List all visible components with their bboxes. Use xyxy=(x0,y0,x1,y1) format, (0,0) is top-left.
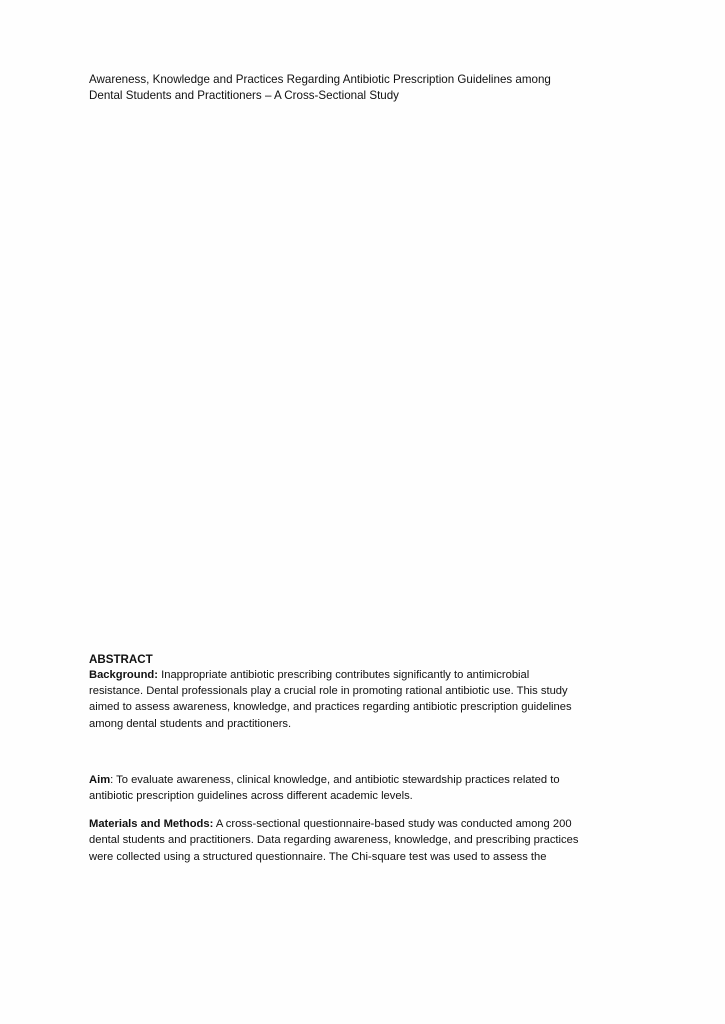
abstract-heading: ABSTRACT xyxy=(89,653,153,666)
methods-label: Materials and Methods: xyxy=(89,818,214,831)
aim-paragraph xyxy=(89,772,649,804)
aim-line-2: antibiotic prescription guidelines across different academic levels. xyxy=(89,790,413,803)
aim-text-1: : To evaluate awareness, clinical knowledge, and antibiotic stewardship practices related to xyxy=(110,773,560,786)
paper-title xyxy=(89,72,649,104)
aim-label: Aim xyxy=(89,773,111,786)
background-line-3: aimed to assess awareness, knowledge, and practices regarding antibiotic prescription guidelines xyxy=(89,701,572,714)
title-line-1: Awareness, Knowledge and Practices Regarding Antibiotic Prescription Guidelines among xyxy=(89,73,551,86)
methods-line-3: were collected using a structured questionnaire. The Chi-square test was used to assess the xyxy=(89,850,547,863)
abstract-section xyxy=(89,652,649,865)
title-line-2: Dental Students and Practitioners – A Cross-Sectional Study xyxy=(89,89,399,102)
background-line-4: among dental students and practitioners. xyxy=(89,717,292,730)
background-line-1 xyxy=(89,667,649,683)
methods-paragraph xyxy=(89,816,649,865)
methods-line-2: dental students and practitioners. Data regarding awareness, knowledge, and prescribing practices xyxy=(89,834,579,847)
aim-line-1 xyxy=(89,772,649,788)
methods-text-1: A cross-sectional questionnaire-based study was conducted among 200 xyxy=(213,818,572,831)
background-line-2: resistance. Dental professionals play a crucial role in promoting rational antibiotic use. This study xyxy=(89,685,568,698)
paragraph-spacer xyxy=(89,804,649,816)
background-paragraph xyxy=(89,667,649,732)
methods-line-1 xyxy=(89,816,649,832)
background-text-1: Inappropriate antibiotic prescribing contributes significantly to antimicrobial xyxy=(158,669,530,681)
background-label: Background: xyxy=(89,669,158,681)
paragraph-spacer xyxy=(89,732,649,772)
